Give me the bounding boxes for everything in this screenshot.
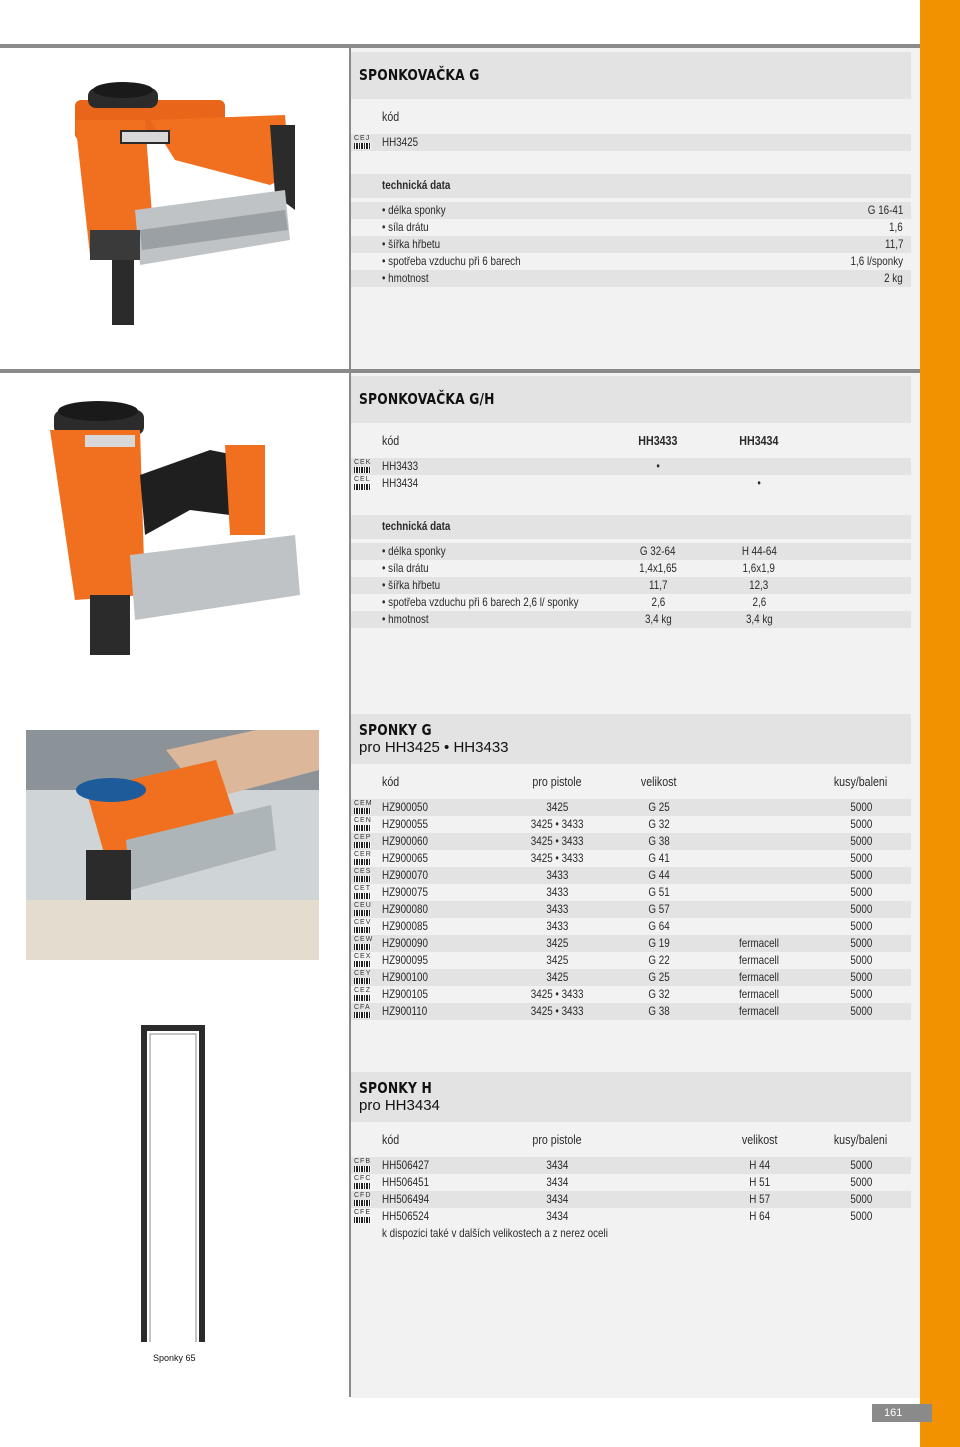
code-value: HZ900095 <box>382 953 428 967</box>
availability-note-row <box>351 1225 911 1242</box>
gun-value: 3425 • 3433 <box>530 1004 584 1018</box>
size-value: G 32 <box>648 817 670 831</box>
gun-value: 3425 • 3433 <box>530 834 584 848</box>
table-row <box>351 884 911 901</box>
size-value: H 44 <box>749 1158 771 1172</box>
stapler-in-use-photo <box>26 730 319 960</box>
section-title-text: SPONKOVAČKA G/H <box>359 390 495 408</box>
tech-value-hh3433: 3,4 kg <box>644 612 672 626</box>
code-value: HZ900090 <box>382 936 428 950</box>
header-code: kód <box>382 1132 400 1147</box>
tech-value-hh3433: 1,4x1,65 <box>639 561 677 575</box>
size-value: H 51 <box>749 1175 771 1189</box>
size-value: G 38 <box>648 834 670 848</box>
barcode-icon: CER <box>354 851 372 866</box>
code-row <box>351 475 911 492</box>
table-row <box>351 1003 911 1020</box>
gun-value: 3425 • 3433 <box>530 817 584 831</box>
barcode-icon: CFE <box>354 1209 372 1224</box>
gun-value: 3433 <box>546 885 568 899</box>
gun-value: 3425 • 3433 <box>530 851 584 865</box>
barcode-icon: CES <box>354 868 372 883</box>
header-size: velikost <box>742 1132 778 1147</box>
table-row <box>351 816 911 833</box>
code-value: HZ900075 <box>382 885 428 899</box>
qty-value: 5000 <box>850 868 872 882</box>
code-row <box>351 458 911 475</box>
staple-illustration <box>138 1020 210 1345</box>
barcode-icon: CEK <box>354 459 372 474</box>
qty-value: 5000 <box>850 800 872 814</box>
gun-value: 3434 <box>546 1192 568 1206</box>
barcode-icon: CET <box>354 885 372 900</box>
qty-value: 5000 <box>850 817 872 831</box>
size-value: G 25 <box>648 970 670 984</box>
availability-note: k dispozici také v dalších velikostech a z nerez oceli <box>382 1226 608 1240</box>
qty-value: 5000 <box>850 902 872 916</box>
table-row <box>351 867 911 884</box>
note-value: fermacell <box>739 987 779 1001</box>
table-row <box>351 986 911 1003</box>
qty-value: 5000 <box>850 936 872 950</box>
barcode-icon: CEV <box>354 919 372 934</box>
code-value: HH506524 <box>382 1209 430 1223</box>
gun-value: 3425 <box>546 970 568 984</box>
qty-value: 5000 <box>850 970 872 984</box>
qty-value: 5000 <box>850 1004 872 1018</box>
code-header: kód <box>382 433 400 448</box>
gun-value: 3433 <box>546 868 568 882</box>
tech-row <box>351 611 911 628</box>
tech-value-hh3433: G 32-64 <box>640 544 676 558</box>
section-title-sponky-g <box>351 714 911 764</box>
tech-value: 11,7 <box>884 237 903 251</box>
code-header-row <box>351 432 911 449</box>
tech-value: 2 kg <box>884 271 903 285</box>
note-value: fermacell <box>739 970 779 984</box>
barcode-icon: CFB <box>354 1158 372 1173</box>
table-row <box>351 952 911 969</box>
section-title-sponkovacka-gh <box>351 376 911 423</box>
qty-value: 5000 <box>850 885 872 899</box>
hh3434-mark: • <box>757 476 761 490</box>
qty-value: 5000 <box>850 1192 872 1206</box>
gun-value: 3425 <box>546 953 568 967</box>
section-title-text: SPONKY G <box>359 721 432 739</box>
gun-value: 3425 <box>546 800 568 814</box>
stapler-g-image <box>60 80 300 330</box>
code-value: HH3425 <box>382 135 419 149</box>
table-row <box>351 935 911 952</box>
size-value: G 64 <box>648 919 670 933</box>
code-row <box>351 134 911 151</box>
tech-value-hh3434: H 44-64 <box>741 544 777 558</box>
tech-value-hh3434: 1,6x1,9 <box>742 561 776 575</box>
tech-title: technická data <box>382 178 451 192</box>
tech-value: 1,6 l/sponky <box>850 254 903 268</box>
qty-value: 5000 <box>850 1158 872 1172</box>
size-value: G 44 <box>648 868 670 882</box>
tech-label: • hmotnost <box>382 271 429 285</box>
barcode-icon: CEX <box>354 953 372 968</box>
code-value: HH506427 <box>382 1158 430 1172</box>
tech-value-hh3433: 2,6 <box>651 595 665 609</box>
code-value: HZ900100 <box>382 970 428 984</box>
hh3433-mark <box>613 475 703 492</box>
header-gun: pro pistole <box>532 774 582 789</box>
tech-label: • délka sponky <box>382 203 446 217</box>
note-value: fermacell <box>739 953 779 967</box>
header-code: kód <box>382 774 400 789</box>
table-row <box>351 1157 911 1174</box>
tech-row <box>351 543 911 560</box>
tech-row <box>351 594 911 611</box>
col-hh3434-header: HH3434 <box>739 433 779 448</box>
code-value: HZ900110 <box>382 1004 428 1018</box>
qty-value: 5000 <box>850 834 872 848</box>
barcode-icon: CEN <box>354 817 372 832</box>
table-row <box>351 969 911 986</box>
tech-label: • síla drátu <box>382 220 429 234</box>
qty-value: 5000 <box>850 1209 872 1223</box>
size-value: G 22 <box>648 953 670 967</box>
barcode-icon: CEL <box>354 476 372 491</box>
qty-value: 5000 <box>850 851 872 865</box>
page-number: 161 <box>872 1404 932 1422</box>
stapler-gh-image <box>40 395 310 665</box>
table-row <box>351 833 911 850</box>
accent-side-bar <box>920 0 960 1447</box>
hh3434-mark <box>714 458 804 475</box>
tech-value: G 16-41 <box>867 203 903 217</box>
code-value: HH506494 <box>382 1192 430 1206</box>
code-value: HZ900050 <box>382 800 428 814</box>
gun-value: 3434 <box>546 1209 568 1223</box>
tech-row <box>351 202 911 219</box>
barcode-icon: CFC <box>354 1175 372 1190</box>
tech-row <box>351 219 911 236</box>
code-value: HZ900055 <box>382 817 428 831</box>
header-qty: kusy/baleni <box>834 1132 888 1147</box>
barcode-icon: CEU <box>354 902 372 917</box>
barcode-icon: CFA <box>354 1004 372 1019</box>
section-subtitle: pro HH3434 <box>359 1097 440 1114</box>
gun-value: 3434 <box>546 1158 568 1172</box>
header-qty: kusy/baleni <box>834 774 888 789</box>
gun-value: 3433 <box>546 919 568 933</box>
size-value: G 25 <box>648 800 670 814</box>
barcode-icon: CEJ <box>354 135 372 150</box>
tech-row <box>351 577 911 594</box>
tech-value: 1,6 <box>889 220 903 234</box>
table-header-row <box>351 773 911 790</box>
col-hh3433-header: HH3433 <box>638 433 678 448</box>
tech-label: • hmotnost <box>382 612 429 626</box>
table-row <box>351 799 911 816</box>
qty-value: 5000 <box>850 953 872 967</box>
table-header-row <box>351 1131 911 1148</box>
tech-value-hh3434: 2,6 <box>752 595 766 609</box>
note-value: fermacell <box>739 936 779 950</box>
size-value: G 57 <box>648 902 670 916</box>
tech-row <box>351 560 911 577</box>
tech-value-hh3434: 3,4 kg <box>745 612 773 626</box>
table-row <box>351 901 911 918</box>
tech-label: • šířka hřbetu <box>382 237 441 251</box>
tech-title-row <box>351 515 911 539</box>
barcode-icon: CEM <box>354 800 372 815</box>
header-gun: pro pistole <box>532 1132 582 1147</box>
tech-label: • délka sponky <box>382 544 446 558</box>
code-value: HZ900065 <box>382 851 428 865</box>
code-value: HH3434 <box>382 476 419 490</box>
section-title-sponky-h <box>351 1072 911 1122</box>
code-value: HZ900085 <box>382 919 428 933</box>
qty-value: 5000 <box>850 919 872 933</box>
code-value: HZ900105 <box>382 987 428 1001</box>
barcode-icon: CEZ <box>354 987 372 1002</box>
size-value: G 38 <box>648 1004 670 1018</box>
barcode-icon: CEY <box>354 970 372 985</box>
tech-title: technická data <box>382 519 451 533</box>
tech-label: • šířka hřbetu <box>382 578 441 592</box>
section-title-sponkovacka-g <box>351 52 911 99</box>
tech-title-row <box>351 174 911 198</box>
barcode-icon: CFD <box>354 1192 372 1207</box>
tech-row <box>351 236 911 253</box>
barcode-icon: CEW <box>354 936 372 951</box>
size-value: G 51 <box>648 885 670 899</box>
size-value: H 57 <box>749 1192 771 1206</box>
table-row <box>351 1191 911 1208</box>
code-header: kód <box>382 109 400 124</box>
tech-label: • spotřeba vzduchu při 6 barech <box>382 254 521 268</box>
code-value: HZ900070 <box>382 868 428 882</box>
tech-value-hh3434: 12,3 <box>749 578 769 592</box>
tech-row <box>351 270 911 287</box>
header-size: velikost <box>641 774 677 789</box>
section-title-text: SPONKY H <box>359 1079 432 1097</box>
table-row <box>351 918 911 935</box>
code-value: HZ900080 <box>382 902 428 916</box>
table-row <box>351 1208 911 1225</box>
tech-row <box>351 253 911 270</box>
hh3433-mark: • <box>656 459 660 473</box>
code-value: HH3433 <box>382 459 419 473</box>
qty-value: 5000 <box>850 1175 872 1189</box>
size-value: G 19 <box>648 936 670 950</box>
size-value: G 32 <box>648 987 670 1001</box>
note-value: fermacell <box>739 1004 779 1018</box>
section-title-text: SPONKOVAČKA G <box>359 66 480 84</box>
tech-value-hh3433: 11,7 <box>648 578 668 592</box>
barcode-icon: CEP <box>354 834 372 849</box>
size-value: G 41 <box>648 851 670 865</box>
image-caption: Sponky 65 <box>153 1353 196 1363</box>
gun-value: 3433 <box>546 902 568 916</box>
size-value: H 64 <box>749 1209 771 1223</box>
tech-label: • spotřeba vzduchu při 6 barech 2,6 l/ sponky <box>382 595 579 609</box>
tech-label: • síla drátu <box>382 561 429 575</box>
gun-value: 3425 <box>546 936 568 950</box>
table-row <box>351 1174 911 1191</box>
code-value: HZ900060 <box>382 834 428 848</box>
table-row <box>351 850 911 867</box>
code-value: HH506451 <box>382 1175 430 1189</box>
gun-value: 3425 • 3433 <box>530 987 584 1001</box>
gun-value: 3434 <box>546 1175 568 1189</box>
code-header-row <box>351 108 911 125</box>
qty-value: 5000 <box>850 987 872 1001</box>
section-subtitle: pro HH3425 • HH3433 <box>359 739 509 756</box>
